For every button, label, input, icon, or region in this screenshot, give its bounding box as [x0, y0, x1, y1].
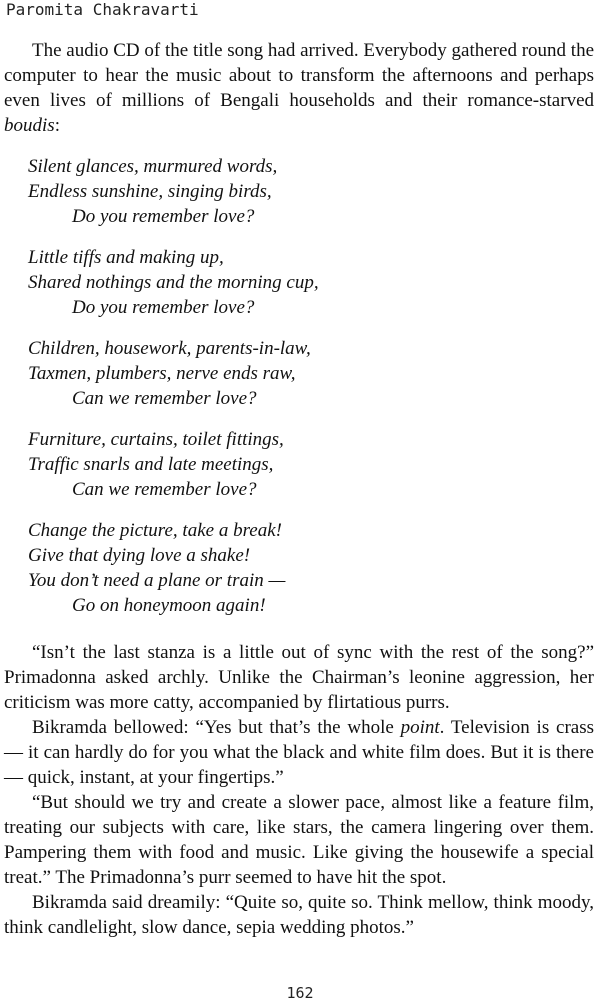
poem-refrain: Go on honeymoon again! — [72, 595, 266, 616]
stanza-3 — [28, 336, 594, 411]
poem-refrain: Can we remember love? — [72, 388, 257, 409]
stanza-2 — [28, 245, 594, 320]
poem-line: Little tiffs and making up, — [28, 247, 224, 268]
poem-line: Traffic snarls and late meetings, — [28, 454, 274, 475]
poem-line: Taxmen, plumbers, nerve ends raw, — [28, 363, 296, 384]
paragraph-bikramda-dreamily: Bikramda said dreamily: “Quite so, quite so. Think mellow, think moody, think candlelight, slow dance, sepia wedding photos.” — [4, 892, 594, 938]
intro-tail: : — [54, 115, 60, 136]
p2-before: Bikramda bellowed: “Yes but that’s the whole — [32, 717, 401, 738]
paragraph-primadonna: “Isn’t the last stanza is a little out of sync with the rest of the song?” Primadonna asked archly. Unlike the Chairman’s leonine aggression, her criticism was more catty, accompanied by flirtatious purrs. — [4, 642, 594, 713]
page-body — [4, 38, 594, 940]
paragraph-bikramda-bellowed — [4, 715, 594, 790]
p2-emphasis: point — [400, 717, 440, 738]
poem-line: Furniture, curtains, toilet fittings, — [28, 429, 284, 450]
running-header-author: Paromita Chakravarti — [6, 0, 199, 19]
stanza-1 — [28, 154, 594, 229]
song-lyrics — [4, 154, 594, 618]
poem-line: Give that dying love a shake! — [28, 545, 251, 566]
poem-refrain: Do you remember love? — [72, 206, 255, 227]
poem-line: Endless sunshine, singing birds, — [28, 181, 272, 202]
poem-line: Silent glances, murmured words, — [28, 156, 278, 177]
stanza-5 — [28, 518, 594, 618]
intro-emphasis: boudis — [4, 115, 55, 136]
poem-line: You don’t need a plane or train — — [28, 570, 286, 591]
poem-refrain: Do you remember love? — [72, 297, 255, 318]
intro-text: The audio CD of the title song had arrived. Everybody gathered round the computer to hear the music about to transform the afternoons and perhaps even lives of millions of Bengali households and their romance-starved — [4, 40, 594, 111]
intro-paragraph — [4, 38, 594, 138]
poem-line: Change the picture, take a break! — [28, 520, 282, 541]
stanza-4 — [28, 427, 594, 502]
p2-after: . Television is crass — it can hardly do for you what the black and white film does. But it is there — quick, instant, at your fingertips.” — [4, 717, 595, 788]
page-number: 162 — [286, 984, 314, 1002]
poem-line: Shared nothings and the morning cup, — [28, 272, 319, 293]
poem-line: Children, housework, parents-in-law, — [28, 338, 311, 359]
poem-refrain: Can we remember love? — [72, 479, 257, 500]
paragraph-slower-pace: “But should we try and create a slower pace, almost like a feature film, treating our subjects with care, like stars, the camera lingering over them. Pampering them with food and music. Like giving the housewife a special treat.” The Primadonna’s purr seemed to have hit the spot. — [4, 792, 594, 888]
